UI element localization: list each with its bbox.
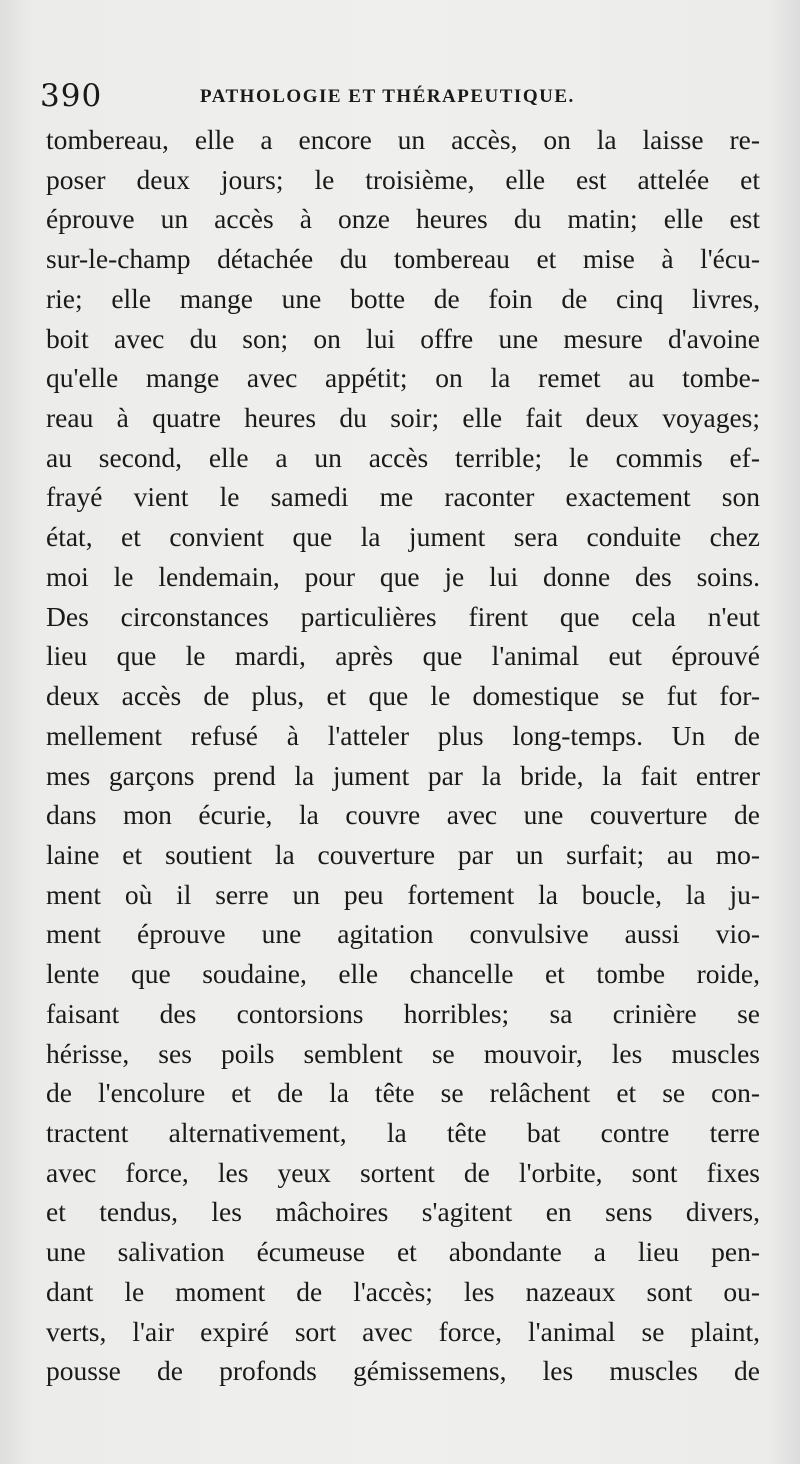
text-line: éprouve un accès à onze heures du matin; elle est: [46, 203, 760, 235]
text-line: lente que soudaine, elle chancelle et tombe roide,: [46, 958, 760, 990]
text-line: boit avec du son; on lui offre une mesure d'avoine: [46, 322, 760, 354]
text-line: de l'encolure et de la tête se relâchent et se con-: [46, 1077, 760, 1109]
text-line: moi le lendemain, pour que je lui donne des soins.: [46, 560, 760, 592]
text-line: dant le moment de l'accès; les nazeaux sont ou-: [46, 1275, 760, 1307]
text-line: lieu que le mardi, après que l'animal eut éprouvé: [46, 640, 760, 672]
text-line: faisant des contorsions horribles; sa crinière se: [46, 997, 760, 1029]
text-line: dans mon écurie, la couvre avec une couverture de: [46, 799, 760, 831]
page-number: 390: [40, 78, 103, 114]
text-line: deux accès de plus, et que le domestique se fut for-: [46, 680, 760, 712]
text-line: frayé vient le samedi me raconter exactement son: [46, 481, 760, 513]
body-text: [46, 120, 760, 1391]
text-line: ment où il serre un peu fortement la boucle, la ju-: [46, 878, 760, 910]
text-line: reau à quatre heures du soir; elle fait deux voyages;: [46, 402, 760, 434]
text-line: avec force, les yeux sortent de l'orbite, sont fixes: [46, 1156, 760, 1188]
page-header: [40, 76, 760, 116]
text-line: sur-le-champ détachée du tombereau et mise à l'écu-: [46, 243, 760, 275]
text-line: qu'elle mange avec appétit; on la remet au tombe-: [46, 362, 760, 394]
running-head: PATHOLOGIE ET THÉRAPEUTIQUE.: [200, 86, 575, 107]
text-line: verts, l'air expiré sort avec force, l'animal se plaint,: [46, 1315, 760, 1347]
text-line: tractent alternativement, la tête bat contre terre: [46, 1116, 760, 1148]
text-line: poser deux jours; le troisième, elle est attelée et: [46, 163, 760, 195]
text-line: rie; elle mange une botte de foin de cinq livres,: [46, 282, 760, 314]
text-line: hérisse, ses poils semblent se mouvoir, les muscles: [46, 1037, 760, 1069]
text-line: Des circonstances particulières firent que cela n'eut: [46, 600, 760, 632]
text-line: tombereau, elle a encore un accès, on la laisse re-: [46, 124, 760, 155]
text-line: au second, elle a un accès terrible; le commis ef-: [46, 441, 760, 473]
text-line: laine et soutient la couverture par un surfait; au mo-: [46, 838, 760, 870]
text-line: mes garçons prend la jument par la bride, la fait entrer: [46, 759, 760, 791]
text-line: état, et convient que la jument sera conduite chez: [46, 521, 760, 553]
text-line: mellement refusé à l'atteler plus long-temps. Un de: [46, 719, 760, 751]
text-line: et tendus, les mâchoires s'agitent en sens divers,: [46, 1196, 760, 1228]
text-line: ment éprouve une agitation convulsive aussi vio-: [46, 918, 760, 950]
text-line: pousse de profonds gémissemens, les muscles de: [46, 1355, 760, 1387]
text-line: une salivation écumeuse et abondante a lieu pen-: [46, 1236, 760, 1268]
